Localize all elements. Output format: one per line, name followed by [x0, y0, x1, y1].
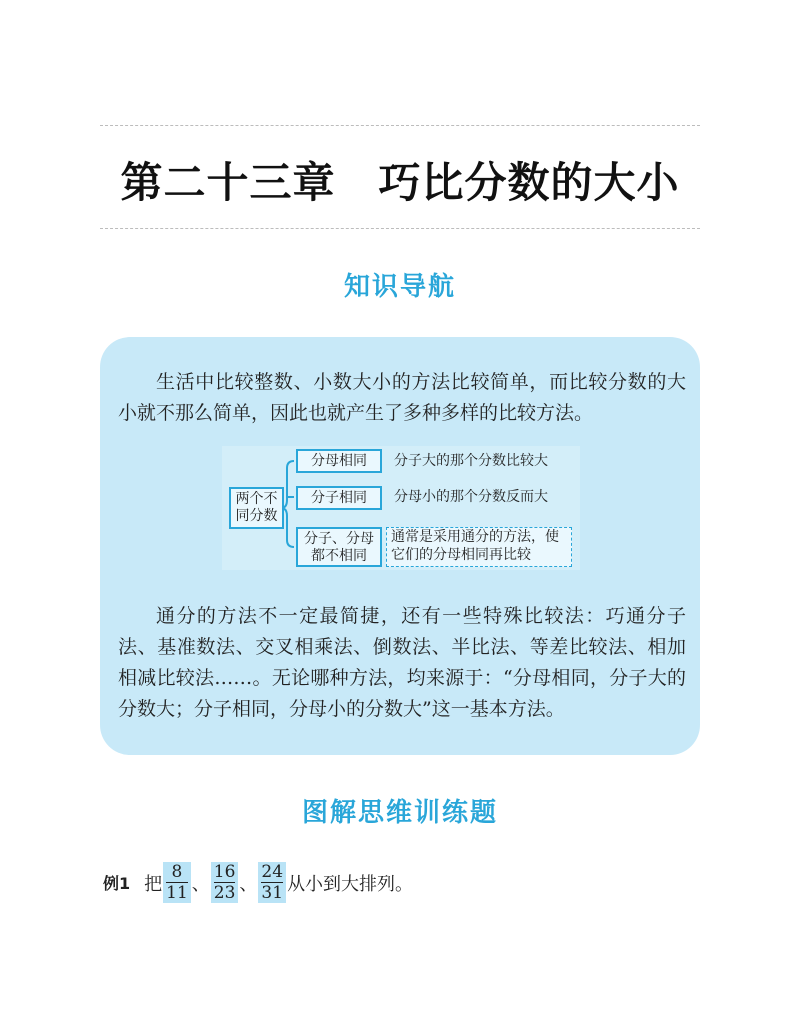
conclusion-paragraph — [118, 601, 686, 725]
branch-same-denominator-result: 分子大的那个分数比较大 — [394, 453, 548, 469]
example-prefix: 把 — [144, 873, 163, 895]
knowledge-nav-heading: 知识导航 — [343, 272, 456, 302]
diagram-root: 两个不同分数 — [229, 487, 284, 529]
intro-paragraph — [118, 367, 686, 429]
title-divider — [100, 228, 700, 229]
example-1 — [103, 862, 413, 903]
branch-both-different: 分子、分母都不相同 — [296, 527, 382, 567]
fraction-separator: 、 — [239, 873, 258, 895]
fraction-separator: 、 — [191, 873, 210, 895]
example-label: 例1 — [103, 874, 131, 893]
branch-same-denominator: 分母相同 — [296, 449, 382, 473]
fraction-8-11: $\frac{8}{11}$ — [163, 862, 191, 903]
fraction-16-23: $\frac{16}{23}$ — [211, 862, 239, 903]
conclusion-text: 通分的方法不一定最简捷，还有一些特殊比较法：巧通分子法、基准数法、交叉相乘法、倒数法、半比法、等差比较法、相加相减比较法……。无论哪种方法，均来源于：“分母相同，分子大的分数大；分子相同，分母小的分数大”这一基本方法。 — [118, 605, 686, 720]
branch-same-numerator: 分子相同 — [296, 486, 382, 510]
branch-both-different-result: 通常是采用通分的方法，使它们的分母相同再比较 — [386, 527, 572, 567]
fraction-24-31: $\frac{24}{31}$ — [258, 862, 286, 903]
branch-same-numerator-result: 分母小的那个分数反而大 — [394, 489, 548, 505]
top-divider — [100, 125, 700, 126]
practice-heading: 图解思维训练题 — [301, 798, 498, 828]
chapter-title: 第二十三章 巧比分数的大小 — [120, 158, 680, 207]
example-suffix: 从小到大排列。 — [287, 873, 414, 895]
intro-text: 生活中比较整数、小数大小的方法比较简单，而比较分数的大小就不那么简单，因此也就产生了多种多样的比较方法。 — [118, 371, 686, 424]
